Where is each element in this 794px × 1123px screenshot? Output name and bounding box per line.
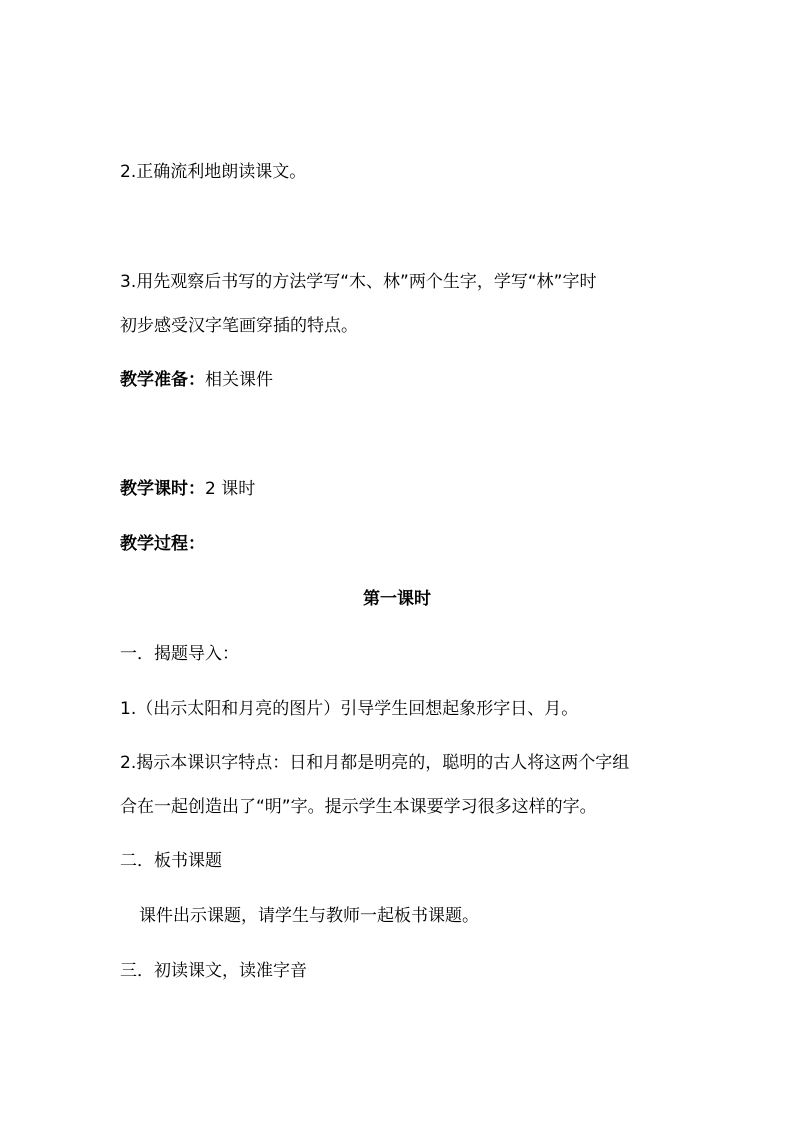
teaching-preparation: [120, 368, 273, 392]
teaching-preparation-label: 教学准备：: [120, 370, 205, 390]
section-1-item-1: 1.（出示太阳和月亮的图片）引导学生回想起象形字日、月。: [120, 699, 579, 719]
section-1-heading: 一．揭题导入：: [120, 644, 239, 664]
section-3-heading: 三．初读课文，读准字音: [120, 961, 307, 981]
section-2-text: 课件出示课题，请学生与教师一起板书课题。: [139, 906, 479, 926]
teaching-hours-value: 2 课时: [205, 479, 256, 499]
goal-3-line-1: 3.用先观察后书写的方法学写“木、林”两个生字，学写“林”字时: [120, 272, 597, 292]
section-2-heading: 二．板书课题: [120, 851, 222, 871]
lesson-title: 第一课时: [363, 589, 431, 609]
teaching-process-label: 教学过程：: [120, 534, 205, 554]
teaching-hours-label: 教学课时：: [120, 479, 205, 499]
section-1-item-2-line-1: 2.揭示本课识字特点：日和月都是明亮的，聪明的古人将这两个字组: [120, 753, 630, 773]
goal-3-line-2: 初步感受汉字笔画穿插的特点。: [120, 316, 358, 336]
teaching-preparation-value: 相关课件: [205, 370, 273, 390]
goal-2: 2.正确流利地朗读课文。: [120, 162, 307, 182]
section-1-item-2-line-2: 合在一起创造出了“明”字。提示学生本课要学习很多这样的字。: [120, 797, 597, 817]
teaching-hours: [120, 477, 255, 501]
